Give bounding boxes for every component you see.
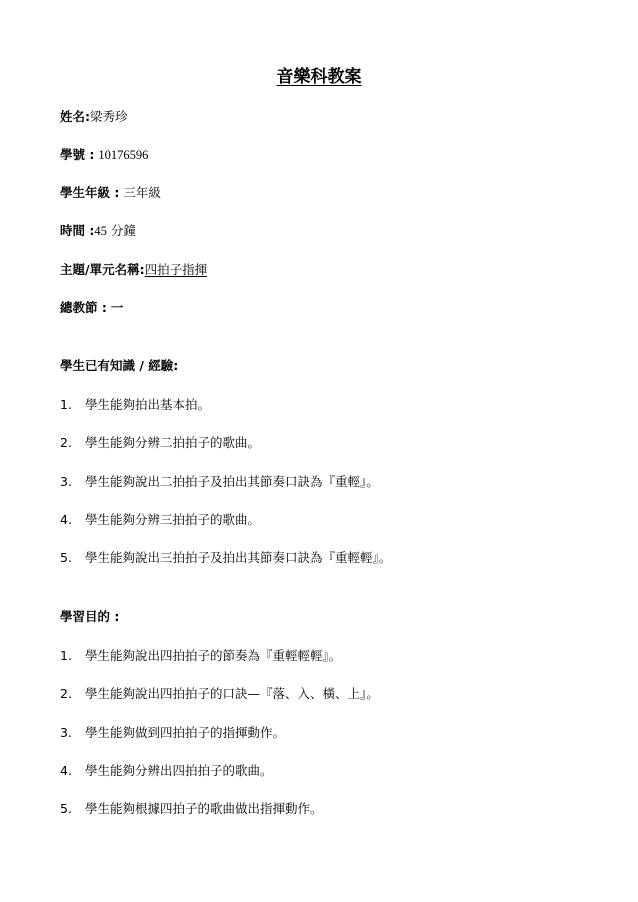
item-text: 學生能夠說出三拍拍子及拍出其節奏口訣為『重輕輕』。 xyxy=(85,550,392,565)
item-number: 1. xyxy=(60,397,72,412)
objective-item xyxy=(60,685,379,703)
time-value-unit: 分鐘 xyxy=(110,223,136,238)
prior-knowledge-heading xyxy=(60,357,178,375)
name-label: 姓名: xyxy=(60,109,90,124)
item-text: 學生能夠說出四拍拍子的節奏為『重輕輕輕』。 xyxy=(85,648,342,663)
total-lessons-label: 總教節 : xyxy=(60,300,107,315)
time-row xyxy=(60,222,136,240)
student-number-row xyxy=(60,146,148,164)
objectives-heading-text: 學習目的 : xyxy=(60,609,120,624)
page-title xyxy=(0,66,638,88)
prior-knowledge-item xyxy=(60,511,260,529)
topic-value: 四拍子指揮 xyxy=(144,262,208,277)
total-lessons-value: 一 xyxy=(110,300,124,315)
student-number-label: 學號 : xyxy=(60,147,95,162)
objective-item xyxy=(60,647,341,665)
item-number: 4. xyxy=(60,512,72,527)
prior-knowledge-item xyxy=(60,434,260,452)
student-number-value: 10176596 xyxy=(98,148,149,162)
objective-item xyxy=(60,800,323,818)
item-number: 5. xyxy=(60,801,72,816)
item-text: 學生能夠分辨出四拍拍子的歌曲。 xyxy=(85,763,273,778)
objectives-heading xyxy=(60,608,119,626)
item-number: 1. xyxy=(60,648,72,663)
name-value: 梁秀珍 xyxy=(90,109,128,124)
item-text: 學生能夠分辨三拍拍子的歌曲。 xyxy=(85,512,261,527)
item-text: 學生能夠分辨二拍拍子的歌曲。 xyxy=(85,435,261,450)
item-number: 4. xyxy=(60,763,72,778)
prior-knowledge-heading-text: 學生已有知識 / 經驗: xyxy=(60,358,179,373)
item-text: 學生能夠拍出基本拍。 xyxy=(85,397,211,412)
topic-label: 主題/單元名稱: xyxy=(60,262,145,277)
grade-label: 學生年級 : xyxy=(60,185,120,200)
topic-row xyxy=(60,261,207,279)
item-number: 5. xyxy=(60,550,72,565)
page-title-text: 音樂科教案 xyxy=(276,67,362,87)
grade-row xyxy=(60,184,161,202)
item-number: 2. xyxy=(60,435,72,450)
prior-knowledge-item xyxy=(60,396,210,414)
item-number: 2. xyxy=(60,686,72,701)
time-label: 時間 : xyxy=(60,223,95,238)
prior-knowledge-item xyxy=(60,549,391,567)
time-value-number: 45 xyxy=(94,224,107,238)
item-number: 3. xyxy=(60,474,72,489)
total-lessons-row xyxy=(60,299,123,317)
item-text: 學生能夠做到四拍拍子的指揮動作。 xyxy=(85,725,286,740)
objective-item xyxy=(60,724,285,742)
grade-value: 三年級 xyxy=(123,185,161,200)
item-text: 學生能夠說出二拍拍子及拍出其節奏口訣為『重輕』。 xyxy=(85,474,379,489)
objective-item xyxy=(60,762,273,780)
prior-knowledge-item xyxy=(60,473,379,491)
item-text: 學生能夠說出四拍拍子的口訣—『落、入、橫、上』。 xyxy=(85,686,379,701)
item-text: 學生能夠根據四拍子的歌曲做出指揮動作。 xyxy=(85,801,323,816)
item-number: 3. xyxy=(60,725,72,740)
name-row xyxy=(60,108,128,126)
